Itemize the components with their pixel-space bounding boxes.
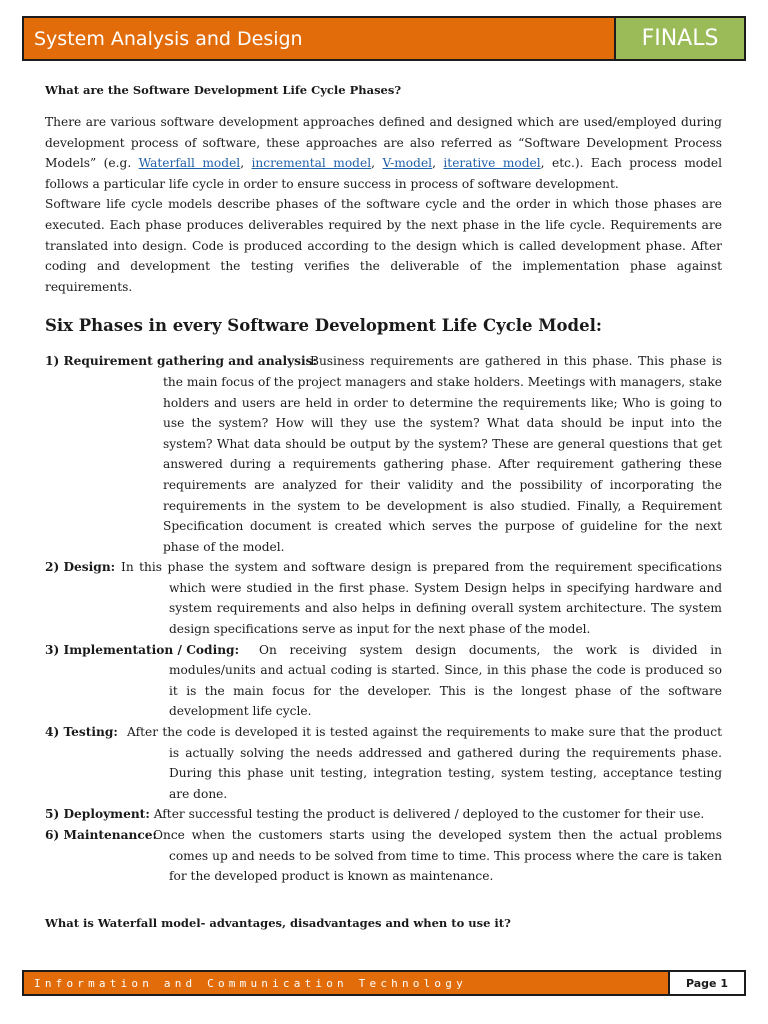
finals-tag: FINALS <box>616 18 744 59</box>
phase-label: 3) Implementation / Coding: <box>45 642 240 657</box>
phase-text: Business requirements are gathered in this phase. This phase is the main focus of the project managers and stake holders. Meetings with managers, stake holders and users are held in order to determine the requirements like; Who is going to use the system? How will they use the system? What data should be input into the system? What data should be output by the system? These are general questions that get answered during a requirements gathering phase. After requirement gathering these requirements are analyzed for their validity and the possibility of incorporating the requirements in the system to be development is also studied. Finally, a Requirement Specification document is created which serves the purpose of guideline for the next phase of the model. <box>163 354 722 554</box>
phase-deployment <box>45 804 722 825</box>
page-footer <box>22 970 746 996</box>
phase-label: 5) Deployment: <box>45 807 150 822</box>
intro-text-end: , etc.). Each process model follows a particular life cycle in order to ensure success in process of software development. <box>45 156 723 191</box>
phase-label: 2) Design: <box>45 560 116 575</box>
document-body <box>45 80 722 933</box>
phase-label: 1) Requirement gathering and analysis: <box>45 354 318 369</box>
phase-maintenance <box>45 825 722 887</box>
phase-label: 6) Maintenance: <box>45 828 158 842</box>
phase-text: After the code is developed it is tested against the requirements to make sure that the product is actually solving the needs addressed and gathered during the requirements phase. During this phase unit testing, integration testing, system testing, acceptance testing are done. <box>127 725 722 801</box>
document-title: System Analysis and Design <box>24 18 616 59</box>
phase-text: After successful testing the product is delivered / deployed to the customer for their use. <box>153 807 705 822</box>
lifecycle-paragraph: Software life cycle models describe phases of the software cycle and the order in which those phases are executed. Each phase produces deliverables required by the next phase in the life cycle. Requirements are translated into design. Code is produced according to the design which is called development phase. After coding and development the testing verifies the deliverable of the implementation phase against requirements. <box>45 197 722 294</box>
footer-department: Information and Communication Technology <box>34 976 467 990</box>
intro-paragraph: There are various software development approaches defined and designed which are used/employed during development process of software, these approaches are also referred as “Software Development Process Models” (e.g. Waterfall model, incremental model, V-model, iterative model, etc.). Each process model follows a particular life cycle in order to ensure success in process of software development. <box>45 115 723 191</box>
question-heading-1: What are the Software Development Life Cycle Phases? <box>45 83 402 97</box>
question-heading-2: What is Waterfall model- advantages, disadvantages and when to use it? <box>45 915 511 930</box>
link-waterfall-model[interactable]: Waterfall model <box>138 156 241 171</box>
page-number: Page 1 <box>668 972 744 994</box>
link-iterative-model[interactable]: iterative model <box>443 156 541 171</box>
link-incremental-model[interactable]: incremental model <box>251 156 372 171</box>
phase-text: On receiving system design documents, the work is divided in modules/units and actual coding is started. Since, in this phase the code is produced so it is the main focus for the developer. This is the longest phase of the software development life cycle. <box>169 642 722 719</box>
page-header <box>22 16 746 61</box>
phase-text: Once when the customers starts using the developed system then the actual problems comes up and needs to be solved from time to time. This process where the care is taken for the developed product is known as maintenance. <box>153 828 722 884</box>
phase-label: 4) Testing: <box>45 725 118 740</box>
phase-design <box>45 557 722 639</box>
phase-text: In this phase the system and software design is prepared from the requirement specifications which were studied in the first phase. System Design helps in specifying hardware and system requirements and also helps in defining overall system architecture. The system design specifications serve as input for the next phase of the model. <box>121 560 722 637</box>
intro-text-start: There are various software development approaches defined and designed which are used/employed during development process of software, these approaches are also referred as “Software Development Process Models” (e.g. <box>45 115 722 171</box>
link-v-model[interactable]: V-model <box>382 156 433 171</box>
phase-requirements <box>45 351 722 557</box>
section-title: Six Phases in every Software Development Life Cycle Model: <box>45 316 602 336</box>
phase-implementation <box>45 640 722 722</box>
phase-testing <box>45 722 722 804</box>
